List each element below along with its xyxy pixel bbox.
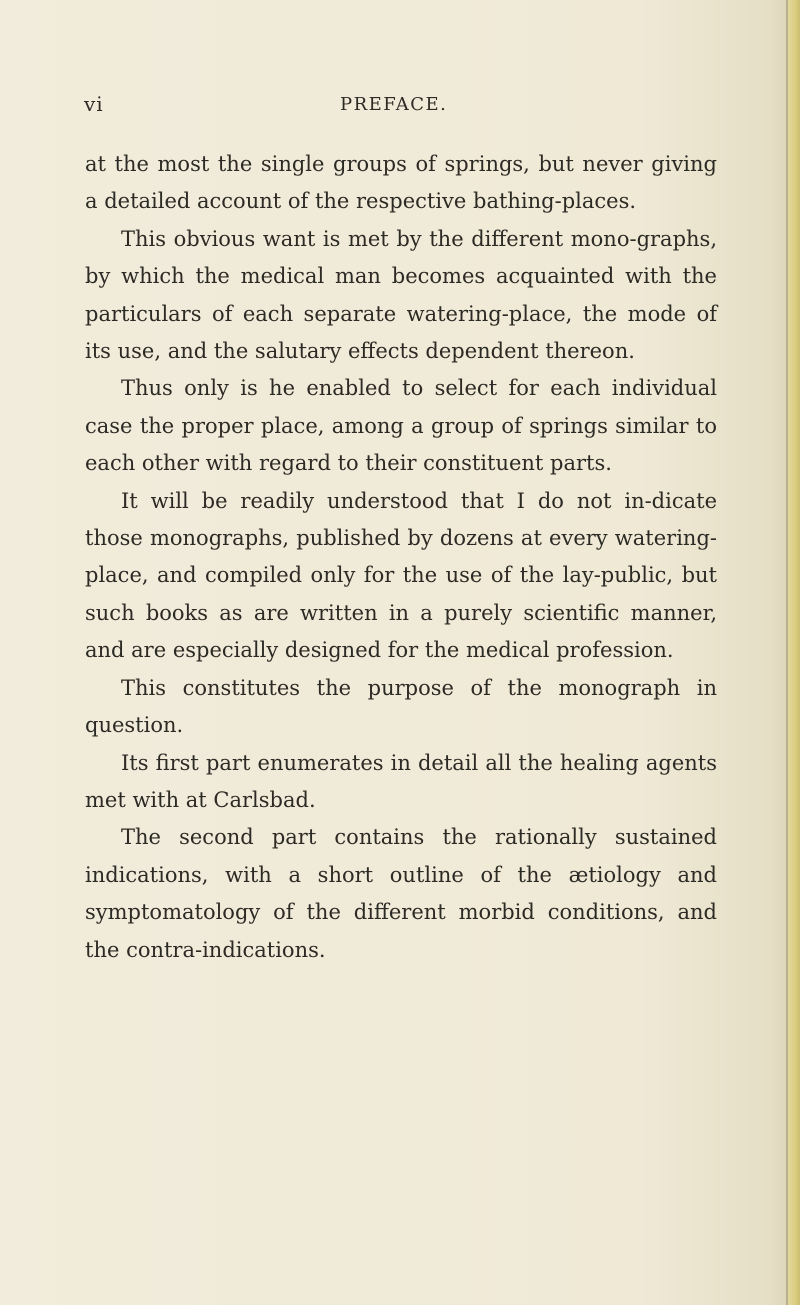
body-text [85,146,717,969]
page-number: vi [84,92,104,116]
paragraph: Its first part enumerates in detail all the healing agents met with at Carlsbad. [85,750,717,812]
paragraph: at the most the single groups of springs, but never giving a detailed account of the respective bathing-places. [85,152,717,214]
page-gilt-edge [788,0,800,1305]
paragraph: This obvious want is met by the different mono-graphs, by which the medical man becomes acquainted with the particulars of each separate watering-place, the mode of its use, and the salutary effects dependent thereon. [85,226,717,364]
page-header [0,92,800,122]
paragraph: It will be readily understood that I do not in-dicate those monographs, published by dozens at every watering-place, and compiled only for the use of the lay-public, but such books as are written in a purely scientific manner, and are especially designed for the medical profession. [85,488,717,663]
running-title: PREFACE. [340,94,448,115]
paragraph: The second part contains the rationally sustained indications, with a short outline of the ætiology and symptomatology of the different morbid conditions, and the contra-indications. [85,825,717,962]
paragraph: This constitutes the purpose of the monograph in question. [85,675,717,738]
paragraph: Thus only is he enabled to select for each individual case the proper place, among a group of springs similar to each other with regard to their constituent parts. [85,376,717,476]
